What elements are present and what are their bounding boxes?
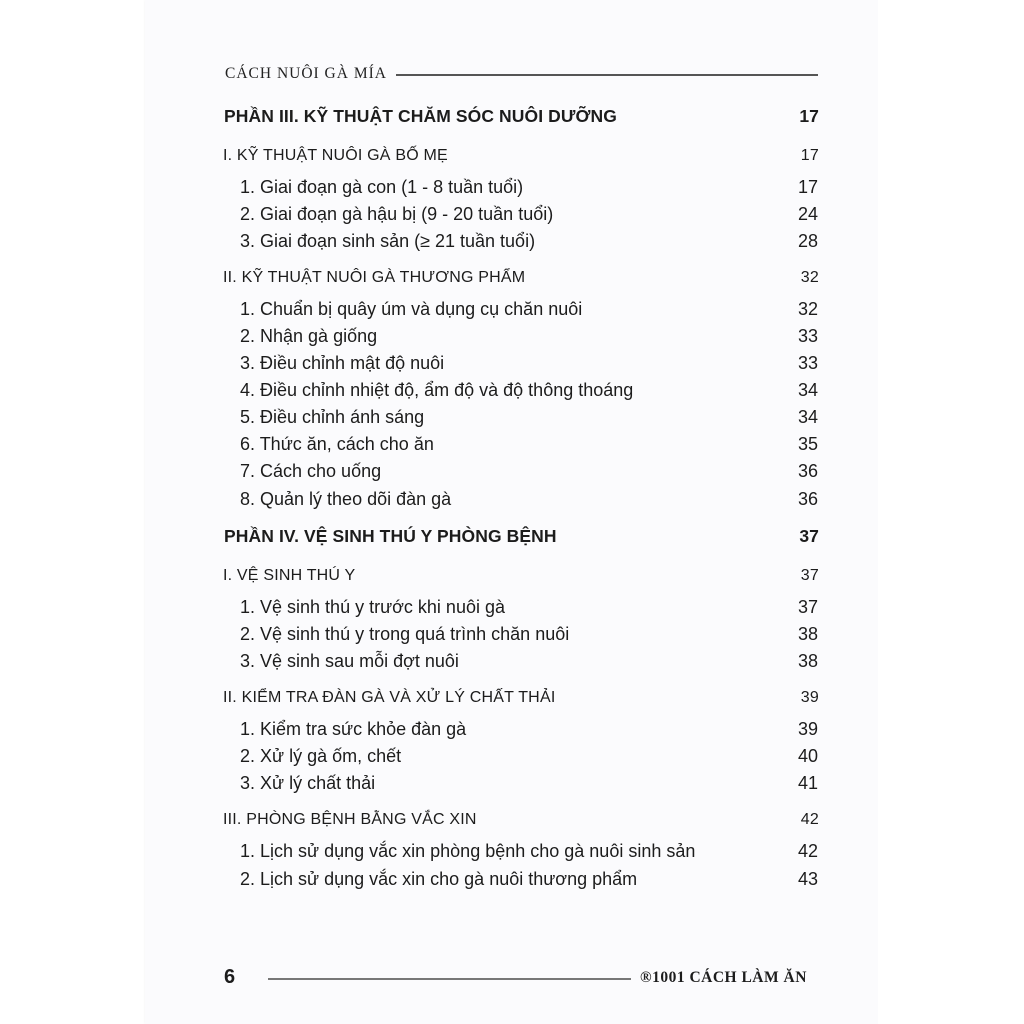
toc-entry-page: 43 — [797, 869, 818, 889]
toc-entry-section — [223, 685, 820, 711]
toc-entry-title: 7. Cách cho uống — [240, 461, 382, 481]
toc-entry-page: 42 — [797, 841, 818, 861]
toc-entry-section — [223, 265, 820, 291]
toc-entry-title: II. KIỂM TRA ĐÀN GÀ VÀ XỬ LÝ CHẤT THẢI — [223, 689, 556, 706]
toc-entry-part — [224, 103, 820, 129]
running-header-title: CÁCH NUÔI GÀ MÍA — [225, 65, 387, 82]
toc-entry-page: 32 — [797, 299, 818, 319]
toc-entry-item — [240, 350, 820, 376]
toc-entry-title: 4. Điều chỉnh nhiệt độ, ẩm độ và độ thông thoáng — [240, 380, 634, 400]
toc-entry-title: 2. Nhận gà giống — [240, 326, 378, 346]
toc-entry-item — [240, 486, 820, 512]
series-title: ®1001 CÁCH LÀM ĂN — [640, 969, 807, 986]
toc-entry-item — [240, 174, 820, 200]
toc-entry-item — [240, 404, 820, 430]
toc-entry-title: II. KỸ THUẬT NUÔI GÀ THƯƠNG PHẨM — [223, 269, 526, 286]
toc-entry-page: 34 — [797, 407, 818, 427]
toc-entry-title: 1. Chuẩn bị quây úm và dụng cụ chăn nuôi — [240, 299, 583, 319]
toc-entry-title: 3. Điều chỉnh mật độ nuôi — [240, 353, 445, 373]
toc-entry-title: 2. Lịch sử dụng vắc xin cho gà nuôi thương phẩm — [240, 869, 638, 889]
toc-entry-title: 6. Thức ăn, cách cho ăn — [240, 434, 434, 454]
toc-entry-page: 40 — [797, 746, 818, 766]
toc-entry-title: 2. Vệ sinh thú y trong quá trình chăn nuôi — [240, 624, 570, 644]
toc-entry-item — [240, 458, 820, 484]
toc-entry-title: 3. Giai đoạn sinh sản (≥ 21 tuần tuổi) — [240, 231, 536, 251]
toc-entry-page: 38 — [797, 624, 818, 644]
toc-entry-title: 1. Giai đoạn gà con (1 - 8 tuần tuổi) — [240, 177, 524, 197]
toc-entry-page: 42 — [800, 811, 819, 828]
toc-entry-item — [240, 431, 820, 457]
toc-entry-page: 17 — [800, 147, 819, 164]
toc-entry-page: 35 — [797, 434, 818, 454]
toc-entry-item — [240, 716, 820, 742]
toc-entry-page: 37 — [797, 597, 818, 617]
toc-entry-item — [240, 838, 820, 864]
toc-entry-page: 33 — [797, 353, 818, 373]
toc-entry-title: 8. Quản lý theo dõi đàn gà — [240, 489, 452, 509]
toc-entry-title: 3. Vệ sinh sau mỗi đợt nuôi — [240, 651, 459, 671]
toc-entry-page: 28 — [797, 231, 818, 251]
page-number: 6 — [224, 966, 236, 988]
toc-entry-item — [240, 621, 820, 647]
toc-entry-section — [223, 807, 820, 833]
toc-entry-page: 36 — [797, 489, 818, 509]
toc-entry-title: PHẦN IV. VỆ SINH THÚ Y PHÒNG BỆNH — [224, 526, 557, 546]
toc-entry-item — [240, 228, 820, 254]
toc-entry-title: I. KỸ THUẬT NUÔI GÀ BỐ MẸ — [223, 147, 448, 164]
toc-entry-item — [240, 743, 820, 769]
toc-entry-title: PHẦN III. KỸ THUẬT CHĂM SÓC NUÔI DƯỠNG — [224, 106, 617, 126]
toc-entry-section — [223, 143, 820, 169]
toc-entry-title: III. PHÒNG BỆNH BẰNG VẮC XIN — [223, 811, 477, 828]
toc-entry-item — [240, 648, 820, 674]
toc-entry-page: 37 — [799, 526, 819, 546]
toc-entry-title: 1. Vệ sinh thú y trước khi nuôi gà — [240, 597, 505, 617]
toc-entry-item — [240, 594, 820, 620]
toc-entry-page: 36 — [797, 461, 818, 481]
toc-entry-page: 39 — [800, 689, 819, 706]
toc-entry-title: 1. Lịch sử dụng vắc xin phòng bệnh cho gà nuôi sinh sản — [240, 841, 696, 861]
toc-entry-item — [240, 377, 820, 403]
toc-entry-item — [240, 201, 820, 227]
toc-entry-title: 2. Xử lý gà ốm, chết — [240, 746, 402, 766]
toc-entry-part — [224, 523, 820, 549]
toc-entry-page: 37 — [800, 567, 819, 584]
toc-entry-page: 32 — [800, 269, 819, 286]
toc-entry-section — [223, 563, 820, 589]
toc-entry-page: 17 — [797, 177, 818, 197]
toc-entry-item — [240, 770, 820, 796]
toc-entry-page: 34 — [797, 380, 818, 400]
toc-entry-title: 2. Giai đoạn gà hậu bị (9 - 20 tuần tuổi) — [240, 204, 554, 224]
toc-entry-page: 39 — [797, 719, 818, 739]
toc-entry-item — [240, 866, 820, 892]
toc-entry-item — [240, 296, 820, 322]
toc-entry-page: 38 — [797, 651, 818, 671]
toc-entry-page: 41 — [797, 773, 818, 793]
toc-entry-title: 1. Kiểm tra sức khỏe đàn gà — [240, 719, 467, 739]
toc-entry-title: 3. Xử lý chất thải — [240, 773, 376, 793]
toc-entry-item — [240, 323, 820, 349]
toc-entry-page: 24 — [797, 204, 818, 224]
footer-rule — [268, 978, 631, 980]
toc-entry-title: 5. Điều chỉnh ánh sáng — [240, 407, 425, 427]
toc-entry-title: I. VỆ SINH THÚ Y — [223, 567, 356, 584]
toc-entry-page: 33 — [797, 326, 818, 346]
toc-entry-page: 17 — [799, 106, 819, 126]
